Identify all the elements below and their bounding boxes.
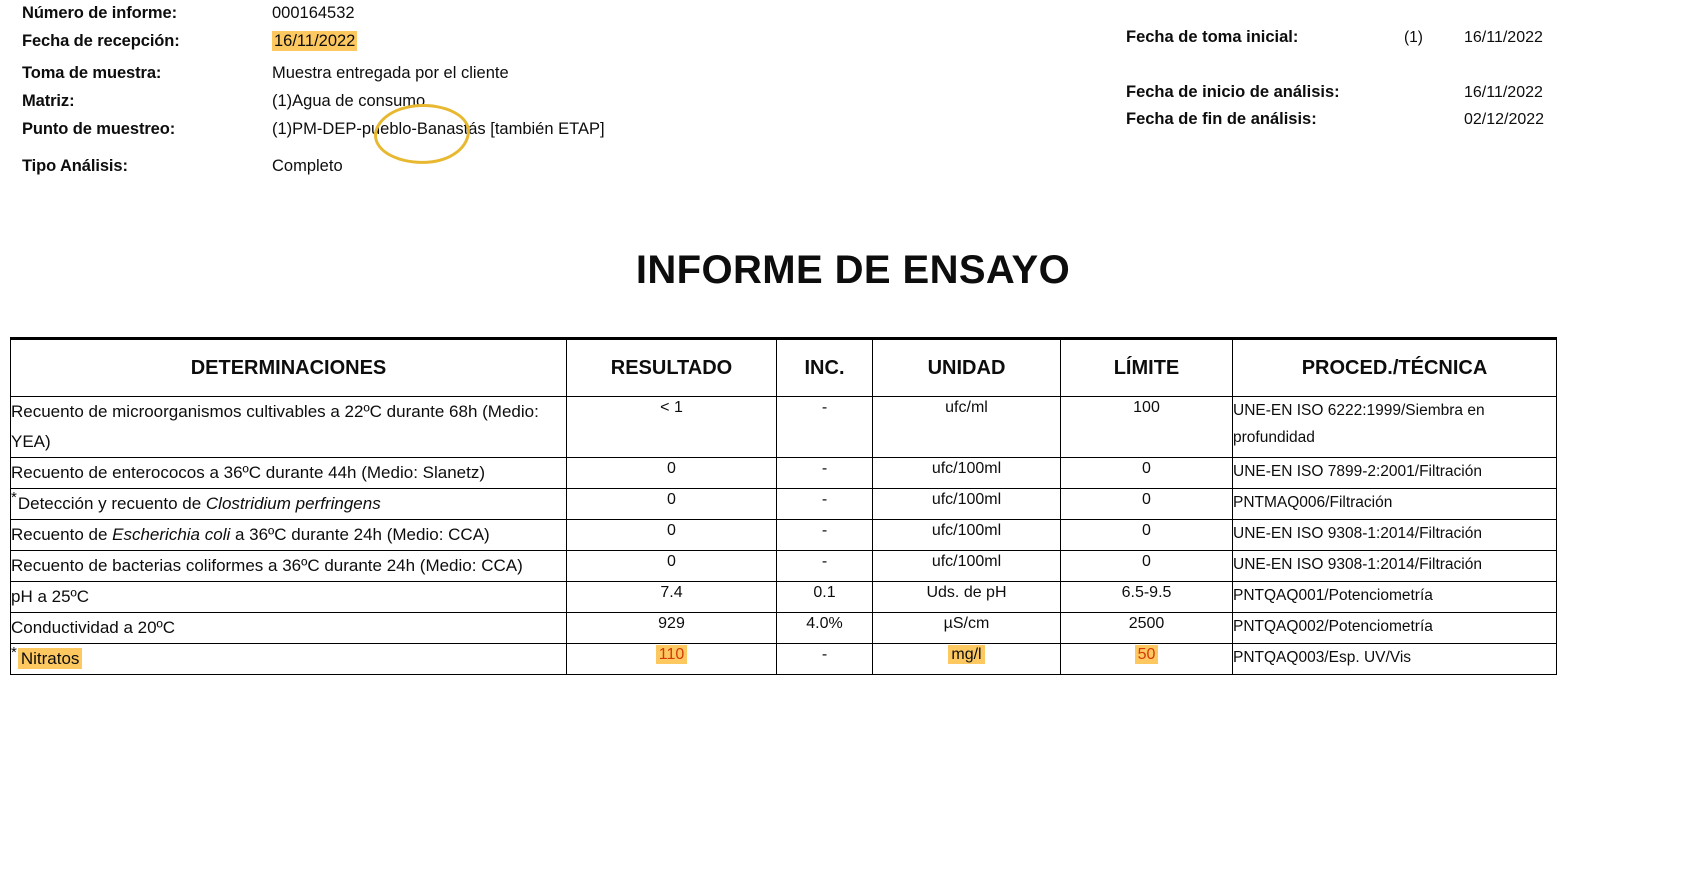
table-row [11,551,1557,582]
cell-unidad: µS/cm [873,613,1061,644]
column-header-unidad: UNIDAD [873,339,1061,397]
cell-limite: 2500 [1061,613,1233,644]
determinacion-text: Recuento de Escherichia coli a 36ºC durante 24h (Medio: CCA) [11,525,490,544]
cell-resultado: 929 [567,613,777,644]
determinacion-text: Conductividad a 20ºC [11,618,176,637]
cell-inc: 4.0% [777,613,873,644]
header-field-label: Tipo Análisis: [22,157,128,175]
determinacion-text [18,648,83,669]
table-body [11,397,1557,675]
cell-inc: - [777,397,873,458]
cell-inc: - [777,520,873,551]
cell-determinacion [11,582,567,613]
cell-limite: 6.5-9.5 [1061,582,1233,613]
cell-procedimiento: PNTQAQ002/Potenciometría [1233,613,1557,644]
highlight-mark: 110 [656,645,688,664]
table-row [11,489,1557,520]
table-row [11,644,1557,675]
cell-determinacion [11,551,567,582]
column-header-resultado: RESULTADO [567,339,777,397]
column-header-limite: LÍMITE [1061,339,1233,397]
table-header [11,339,1557,397]
cell-determinacion [11,458,567,489]
cell-resultado: 0 [567,551,777,582]
cell-resultado: < 1 [567,397,777,458]
asterisk-icon: * [11,644,17,662]
cell-inc: - [777,489,873,520]
cell-limite: 0 [1061,520,1233,551]
table-row [11,582,1557,613]
cell-procedimiento: UNE-EN ISO 7899-2:2001/Filtración [1233,458,1557,489]
page-title: INFORME DE ENSAYO [635,248,1071,292]
cell-procedimiento: UNE-EN ISO 6222:1999/Siembra en profundidad [1233,397,1557,458]
header-field-row [22,157,702,185]
species-name: Clostridium perfringens [205,494,381,513]
cell-inc: - [777,551,873,582]
cell-limite: 0 [1061,458,1233,489]
document-header [0,0,1706,200]
cell-unidad [873,644,1061,675]
cell-determinacion [11,520,567,551]
cell-inc: - [777,458,873,489]
determinacion-text: Recuento de enterococos a 36ºC durante 44h (Medio: Slanetz) [11,463,485,482]
highlight-mark: 50 [1135,645,1159,664]
table-row [11,458,1557,489]
cell-procedimiento: PNTQAQ001/Potenciometría [1233,582,1557,613]
cell-procedimiento: UNE-EN ISO 9308-1:2014/Filtración [1233,551,1557,582]
header-date-label: Fecha de toma inicial: [1126,28,1299,46]
header-date-row [1126,28,1686,55]
cell-inc: 0.1 [777,582,873,613]
header-date-label: Fecha de fin de análisis: [1126,110,1317,128]
cell-limite [1061,644,1233,675]
header-field-label: Fecha de recepción: [22,32,180,50]
determinacion-text: Recuento de microorganismos cultivables a 22ºC durante 68h (Medio: YEA) [11,402,539,451]
header-left-fields [22,4,702,185]
cell-determinacion [11,644,567,675]
header-date-value: 02/12/2022 [1464,111,1545,128]
cell-resultado: 0 [567,458,777,489]
cell-procedimiento: PNTQAQ003/Esp. UV/Vis [1233,644,1557,675]
cell-unidad: ufc/100ml [873,520,1061,551]
cell-unidad: ufc/100ml [873,551,1061,582]
determinacion-text: Detección y recuento de Clostridium perfringens [17,494,381,513]
highlight-mark: 16/11/2022 [274,32,356,50]
header-field-label: Número de informe: [22,4,177,22]
determinacion-text: pH a 25ºC [11,587,90,606]
asterisk-icon: * [11,489,17,507]
cell-unidad: ufc/100ml [873,489,1061,520]
header-field-value: (1)PM-DEP-pueblo-Banastás [también ETAP] [272,120,605,138]
cell-resultado: 0 [567,520,777,551]
header-spacer [1126,55,1686,83]
header-field-row [22,32,702,60]
header-date-row [1126,110,1686,137]
cell-limite: 0 [1061,489,1233,520]
header-field-row [22,64,702,92]
header-field-value [272,32,357,51]
header-date-value: 16/11/2022 [1464,84,1543,101]
header-field-value: Completo [272,157,343,175]
header-field-value: 000164532 [272,4,355,22]
header-field-value: Muestra entregada por el cliente [272,64,509,82]
analysis-results-table [10,337,1557,675]
column-header-inc: INC. [777,339,873,397]
column-header-procedimiento: PROCED./TÉCNICA [1233,339,1557,397]
header-field-row [22,120,702,148]
header-right-fields [1126,28,1686,137]
cell-unidad: Uds. de pH [873,582,1061,613]
header-date-ref: (1) [1404,29,1423,46]
cell-determinacion [11,397,567,458]
header-date-label: Fecha de inicio de análisis: [1126,83,1340,101]
header-date-value: 16/11/2022 [1464,29,1543,46]
cell-procedimiento: PNTMAQ006/Filtración [1233,489,1557,520]
cell-determinacion [11,613,567,644]
header-field-label: Punto de muestreo: [22,120,176,138]
header-field-label: Toma de muestra: [22,64,162,82]
cell-inc: - [777,644,873,675]
species-name: Escherichia coli [112,525,231,544]
cell-limite: 100 [1061,397,1233,458]
cell-resultado [567,644,777,675]
header-field-value: (1)Agua de consumo [272,92,426,110]
determinacion-text: Recuento de bacterias coliformes a 36ºC durante 24h (Medio: CCA) [11,556,523,575]
header-date-row [1126,83,1686,110]
cell-resultado: 7.4 [567,582,777,613]
cell-unidad: ufc/ml [873,397,1061,458]
column-header-determinaciones: DETERMINACIONES [11,339,567,397]
cell-determinacion [11,489,567,520]
highlight-mark: mg/l [948,645,984,664]
cell-resultado: 0 [567,489,777,520]
cell-limite: 0 [1061,551,1233,582]
highlight-mark: Nitratos [18,648,83,669]
table-row [11,397,1557,458]
table-row [11,613,1557,644]
results-table-container [0,337,1706,675]
table-header-row [11,339,1557,397]
cell-procedimiento: UNE-EN ISO 9308-1:2014/Filtración [1233,520,1557,551]
table-row [11,520,1557,551]
header-field-row [22,4,702,32]
header-field-label: Matriz: [22,92,75,110]
cell-unidad: ufc/100ml [873,458,1061,489]
header-field-row [22,92,702,120]
